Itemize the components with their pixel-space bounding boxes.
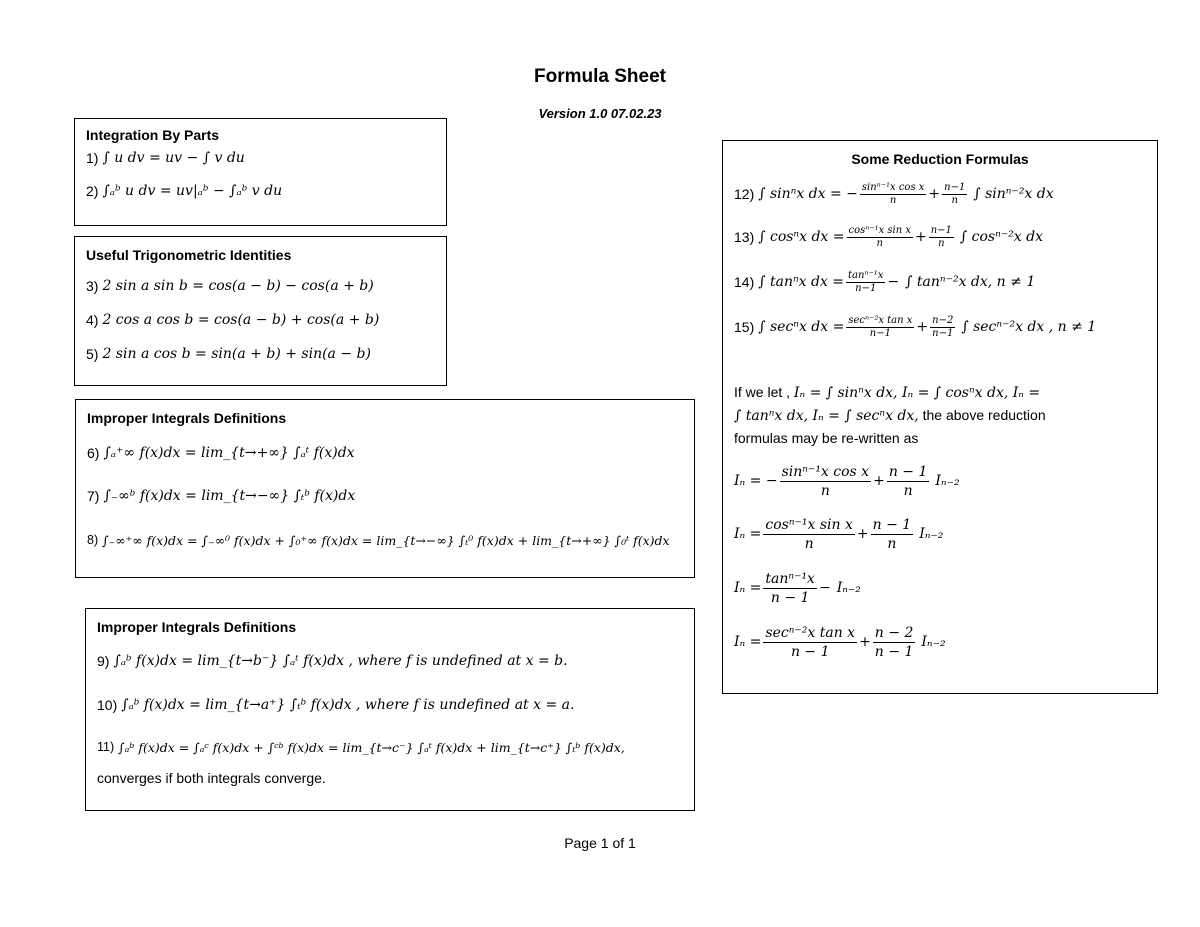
denominator: n xyxy=(820,482,830,499)
formula-row xyxy=(87,518,683,562)
page-number: Page 1 of 1 xyxy=(564,835,636,851)
formula-row xyxy=(86,145,435,171)
paragraph-text: If we let , xyxy=(734,384,791,400)
numerator: tanⁿ⁻¹x xyxy=(848,269,884,281)
fraction xyxy=(846,315,914,340)
formula-lhs: Iₙ = xyxy=(734,526,762,542)
numerator: n − 2 xyxy=(874,624,914,641)
fraction xyxy=(871,516,914,553)
formula-row xyxy=(734,215,1146,259)
formula-lhs: Iₙ = − xyxy=(734,473,778,489)
paragraph-text: the above reduction xyxy=(922,407,1046,423)
formula-expression: ∫ₐ⁺∞ f(x)dx = lim_{t→+∞} ∫ₐᵗ f(x)dx xyxy=(103,445,355,461)
formula-row xyxy=(97,683,683,727)
formula-lhs: ∫ tanⁿx dx = xyxy=(758,274,845,290)
denominator: n xyxy=(903,482,913,499)
formula-number: 9) xyxy=(97,653,110,669)
fraction xyxy=(887,463,930,500)
formula-number: 11) xyxy=(97,740,115,754)
fraction xyxy=(930,315,955,340)
formula-number: 10) xyxy=(97,697,118,713)
rewritten-row xyxy=(734,615,1146,669)
fraction xyxy=(763,624,857,661)
formula-number: 12) xyxy=(734,186,755,202)
formula-expression: ∫ₐᵇ u dv = uv|ₐᵇ − ∫ₐᵇ v du xyxy=(102,183,283,199)
formula-lhs: ∫ cosⁿx dx = xyxy=(758,229,845,245)
formula-rhs: Iₙ₋₂ xyxy=(935,473,960,489)
fraction xyxy=(929,225,954,250)
fraction xyxy=(873,624,916,661)
numerator: secⁿ⁻²x tan x xyxy=(765,624,856,641)
formula-rhs: Iₙ₋₂ xyxy=(919,526,944,542)
formula-rhs: ∫ tanⁿ⁻²x dx, n ≠ 1 xyxy=(905,274,1036,290)
numerator: n − 1 xyxy=(888,463,928,480)
formula-number: 3) xyxy=(86,278,99,294)
fraction xyxy=(846,270,885,295)
denominator: n − 1 xyxy=(770,589,810,606)
formula-row xyxy=(97,639,683,683)
formula-number: 13) xyxy=(734,229,755,245)
formula-expression: 2 sin a sin b = cos(a − b) − cos(a + b) xyxy=(102,278,374,294)
numerator: cosⁿ⁻¹x sin x xyxy=(765,516,853,533)
improper-integrals-box-2 xyxy=(85,608,695,811)
integration-by-parts-box xyxy=(74,118,447,226)
denominator: n xyxy=(804,535,814,552)
formula-number: 14) xyxy=(734,274,755,290)
formula-rhs: Iₙ₋₂ xyxy=(836,580,861,596)
formula-expression: ∫₋∞ᵇ f(x)dx = lim_{t→−∞} ∫ₜᵇ f(x)dx xyxy=(103,488,356,504)
formula-expression: ∫₋∞⁺∞ f(x)dx = ∫₋∞⁰ f(x)dx + ∫₀⁺∞ f(x)dx = lim_{t→−∞} ∫ₜ⁰ f(x)dx + lim_{t→+∞} ∫₀ᵗ f(x)dx xyxy=(102,532,670,548)
paragraph-line xyxy=(734,381,1146,404)
fraction xyxy=(763,516,855,553)
page-title: Formula Sheet xyxy=(534,66,666,87)
numerator: n−1 xyxy=(930,224,952,236)
denominator: n − 1 xyxy=(790,643,830,660)
box-title: Integration By Parts xyxy=(86,127,220,143)
denominator: n xyxy=(951,194,958,206)
denominator: n xyxy=(889,194,897,206)
formula-lhs: Iₙ = xyxy=(734,580,762,596)
formula-row xyxy=(734,173,1146,215)
formula-row xyxy=(97,727,683,767)
formula-number: 2) xyxy=(86,183,99,199)
formula-row xyxy=(87,474,683,518)
formula-number: 5) xyxy=(86,346,99,362)
formula-number: 1) xyxy=(86,150,99,166)
formula-row xyxy=(734,305,1146,349)
formula-row xyxy=(86,171,435,211)
paragraph-line: formulas may be re-written as xyxy=(734,430,919,446)
formula-number: 8) xyxy=(87,533,99,547)
numerator: tanⁿ⁻¹x xyxy=(765,570,815,587)
formula-expression: ∫ₐᵇ f(x)dx = lim_{t→a⁺} ∫ₜᵇ f(x)dx , where f is undefined at x = a. xyxy=(121,697,575,713)
box-title: Some Reduction Formulas xyxy=(851,151,1029,167)
fraction xyxy=(763,570,817,607)
operator: − xyxy=(818,580,831,596)
improper-integrals-box-1 xyxy=(75,399,695,578)
fraction xyxy=(847,225,914,250)
formula-rhs: ∫ cosⁿ⁻²x dx xyxy=(959,229,1043,245)
operator: + xyxy=(859,634,871,650)
formula-rhs: ∫ secⁿ⁻²x dx , n ≠ 1 xyxy=(961,319,1097,335)
box-title: Useful Trigonometric Identities xyxy=(86,247,292,263)
formula-number: 4) xyxy=(86,312,99,328)
formula-number: 6) xyxy=(87,445,100,461)
paragraph-math: ∫ tanⁿx dx, Iₙ = ∫ secⁿx dx, xyxy=(734,408,919,424)
operator: + xyxy=(856,526,869,542)
formula-lhs: ∫ sinⁿx dx = − xyxy=(758,186,858,202)
rewrite-paragraph xyxy=(734,381,1146,449)
denominator: n xyxy=(887,535,897,552)
operator: + xyxy=(915,229,927,245)
formula-row xyxy=(87,432,683,474)
formula-rhs: ∫ sinⁿ⁻²x dx xyxy=(973,186,1054,202)
denominator: n − 1 xyxy=(874,643,914,660)
paragraph-line xyxy=(734,404,1146,427)
formula-number: 7) xyxy=(87,488,100,504)
operator: − xyxy=(887,274,900,290)
formula-number: 15) xyxy=(734,319,755,335)
denominator: n xyxy=(876,237,883,249)
formula-row xyxy=(86,303,435,337)
numerator: n − 1 xyxy=(872,516,912,533)
formula-row xyxy=(734,259,1146,305)
formula-expression: 2 cos a cos b = cos(a − b) + cos(a + b) xyxy=(102,312,380,328)
rewritten-row xyxy=(734,507,1146,561)
formula-lhs: Iₙ = xyxy=(734,634,762,650)
operator: + xyxy=(928,186,941,202)
formula-expression: ∫ u dv = uv − ∫ v du xyxy=(102,150,245,166)
denominator: n xyxy=(938,237,945,249)
formula-row xyxy=(86,337,435,371)
operator: + xyxy=(873,473,885,489)
formula-expression: ∫ₐᵇ f(x)dx = lim_{t→b⁻} ∫ₐᵗ f(x)dx , where f is undefined at x = b. xyxy=(113,653,568,669)
box-title: Improper Integrals Definitions xyxy=(97,619,297,635)
trig-identities-box xyxy=(74,236,447,386)
numerator: n−1 xyxy=(944,181,966,193)
formula-row xyxy=(86,269,435,303)
fraction xyxy=(860,182,927,207)
formula-rhs: Iₙ₋₂ xyxy=(921,634,946,650)
operator: + xyxy=(916,319,929,335)
fraction xyxy=(942,182,967,207)
fraction xyxy=(780,463,872,500)
formula-lhs: ∫ secⁿx dx = xyxy=(758,319,845,335)
denominator: n−1 xyxy=(855,282,877,294)
denominator: n−1 xyxy=(932,327,954,339)
rewritten-row xyxy=(734,455,1146,507)
numerator: secⁿ⁻²x tan x xyxy=(848,314,913,326)
denominator: n−1 xyxy=(869,327,891,339)
formula-expression: ∫ₐᵇ f(x)dx = ∫ₐᶜ f(x)dx + ∫ᶜᵇ f(x)dx = lim_{t→c⁻} ∫ₐᵗ f(x)dx + lim_{t→c⁺} ∫ₜᵇ f(x)dx, xyxy=(118,739,625,755)
numerator: sinⁿ⁻¹x cos x xyxy=(861,181,925,193)
reduction-formulas-box xyxy=(722,140,1158,694)
box-title: Improper Integrals Definitions xyxy=(87,410,287,426)
rewritten-row xyxy=(734,561,1146,615)
paragraph-math: Iₙ = ∫ sinⁿx dx, Iₙ = ∫ cosⁿx dx, Iₙ = xyxy=(793,385,1041,401)
numerator: n−2 xyxy=(932,314,954,326)
formula-expression: 2 sin a cos b = sin(a + b) + sin(a − b) xyxy=(102,346,371,362)
version-label: Version 1.0 07.02.23 xyxy=(538,106,662,121)
convergence-note: converges if both integrals converge. xyxy=(97,770,326,786)
numerator: cosⁿ⁻¹x sin x xyxy=(848,224,911,236)
numerator: sinⁿ⁻¹x cos x xyxy=(781,463,870,480)
